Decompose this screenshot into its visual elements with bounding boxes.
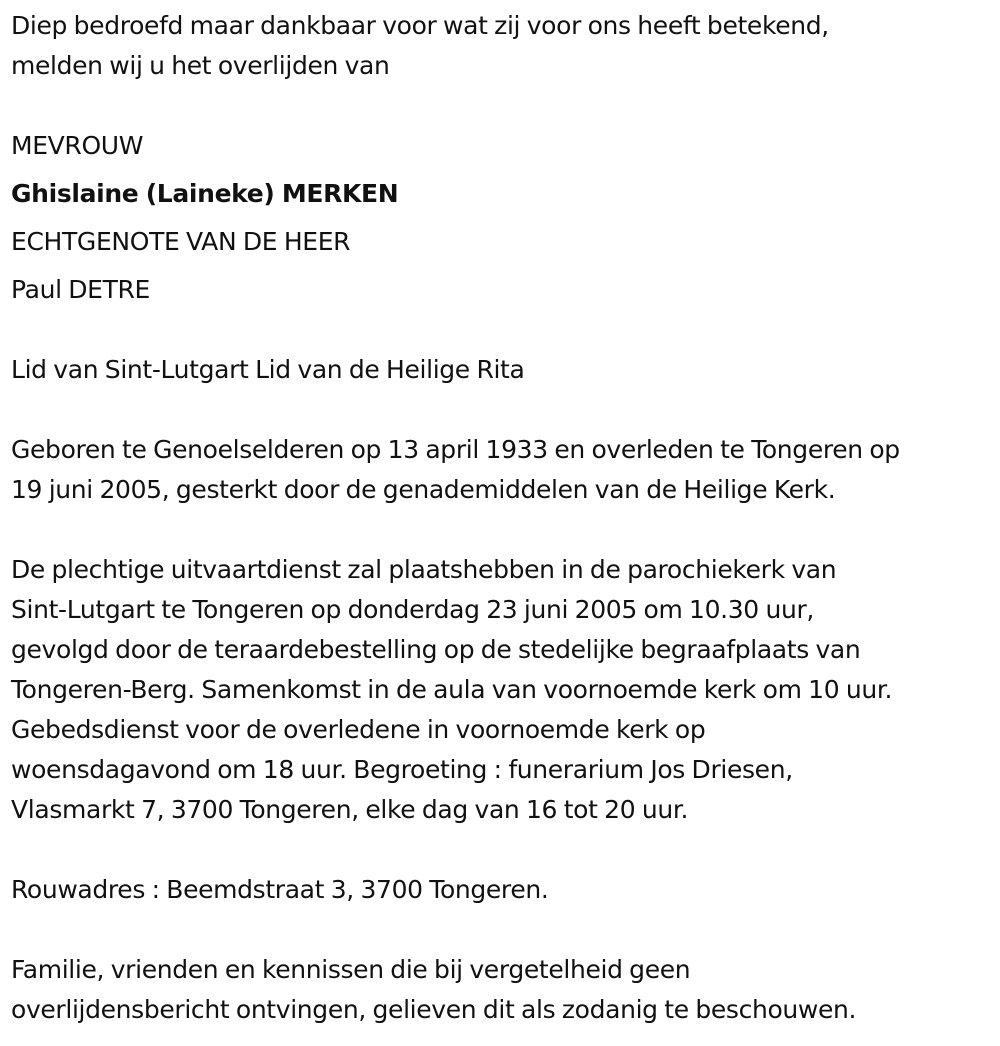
paragraph-spacer xyxy=(11,390,996,430)
intro-line: Diep bedroefd maar dankbaar voor wat zij voor ons heeft betekend, xyxy=(11,11,829,40)
closing-paragraph xyxy=(11,950,996,1030)
membership-paragraph xyxy=(11,350,996,390)
obituary-document xyxy=(11,6,996,1030)
funeral-line: Vlasmarkt 7, 3700 Tongeren, elke dag van 16 tot 20 uur. xyxy=(11,795,689,824)
membership-line: Lid van Sint-Lutgart Lid van de Heilige Rita xyxy=(11,355,525,384)
funeral-line: Sint-Lutgart te Tongeren op donderdag 23 juni 2005 om 10.30 uur, xyxy=(11,595,814,624)
paragraph-spacer xyxy=(11,510,996,550)
closing-line: overlijdensbericht ontvingen, gelieven dit als zodanig te beschouwen. xyxy=(11,995,857,1024)
birth-death-line: 19 juni 2005, gesterkt door de genademiddelen van de Heilige Kerk. xyxy=(11,475,836,504)
paragraph-spacer xyxy=(11,310,996,350)
paragraph-spacer xyxy=(11,830,996,870)
deceased-title: MEVROUW xyxy=(11,131,144,160)
closing-line: Familie, vrienden en kennissen die bij vergetelheid geen xyxy=(11,955,691,984)
funeral-line: woensdagavond om 18 uur. Begroeting : funerarium Jos Driesen, xyxy=(11,755,793,784)
deceased-relation: ECHTGENOTE VAN DE HEER xyxy=(11,227,351,256)
paragraph-spacer xyxy=(11,86,996,126)
funeral-line: Gebedsdienst voor de overledene in voornoemde kerk op xyxy=(11,715,706,744)
deceased-block xyxy=(11,126,996,310)
intro-line: melden wij u het overlijden van xyxy=(11,51,390,80)
paragraph-spacer xyxy=(11,910,996,950)
spouse-name: Paul DETRE xyxy=(11,275,150,304)
funeral-paragraph xyxy=(11,550,996,830)
birth-death-paragraph xyxy=(11,430,996,510)
funeral-line: Tongeren-Berg. Samenkomst in de aula van voornoemde kerk om 10 uur. xyxy=(11,675,893,704)
intro-paragraph xyxy=(11,6,996,86)
funeral-line: De plechtige uitvaartdienst zal plaatshebben in de parochiekerk van xyxy=(11,555,837,584)
funeral-line: gevolgd door de teraardebestelling op de stedelijke begraafplaats van xyxy=(11,635,861,664)
address-paragraph xyxy=(11,870,996,910)
line-gap xyxy=(11,262,996,270)
birth-death-line: Geboren te Genoelselderen op 13 april 1933 en overleden te Tongeren op xyxy=(11,435,900,464)
line-gap xyxy=(11,214,996,222)
line-gap xyxy=(11,166,996,174)
deceased-name: Ghislaine (Laineke) MERKEN xyxy=(11,179,399,208)
address-line: Rouwadres : Beemdstraat 3, 3700 Tongeren. xyxy=(11,875,549,904)
